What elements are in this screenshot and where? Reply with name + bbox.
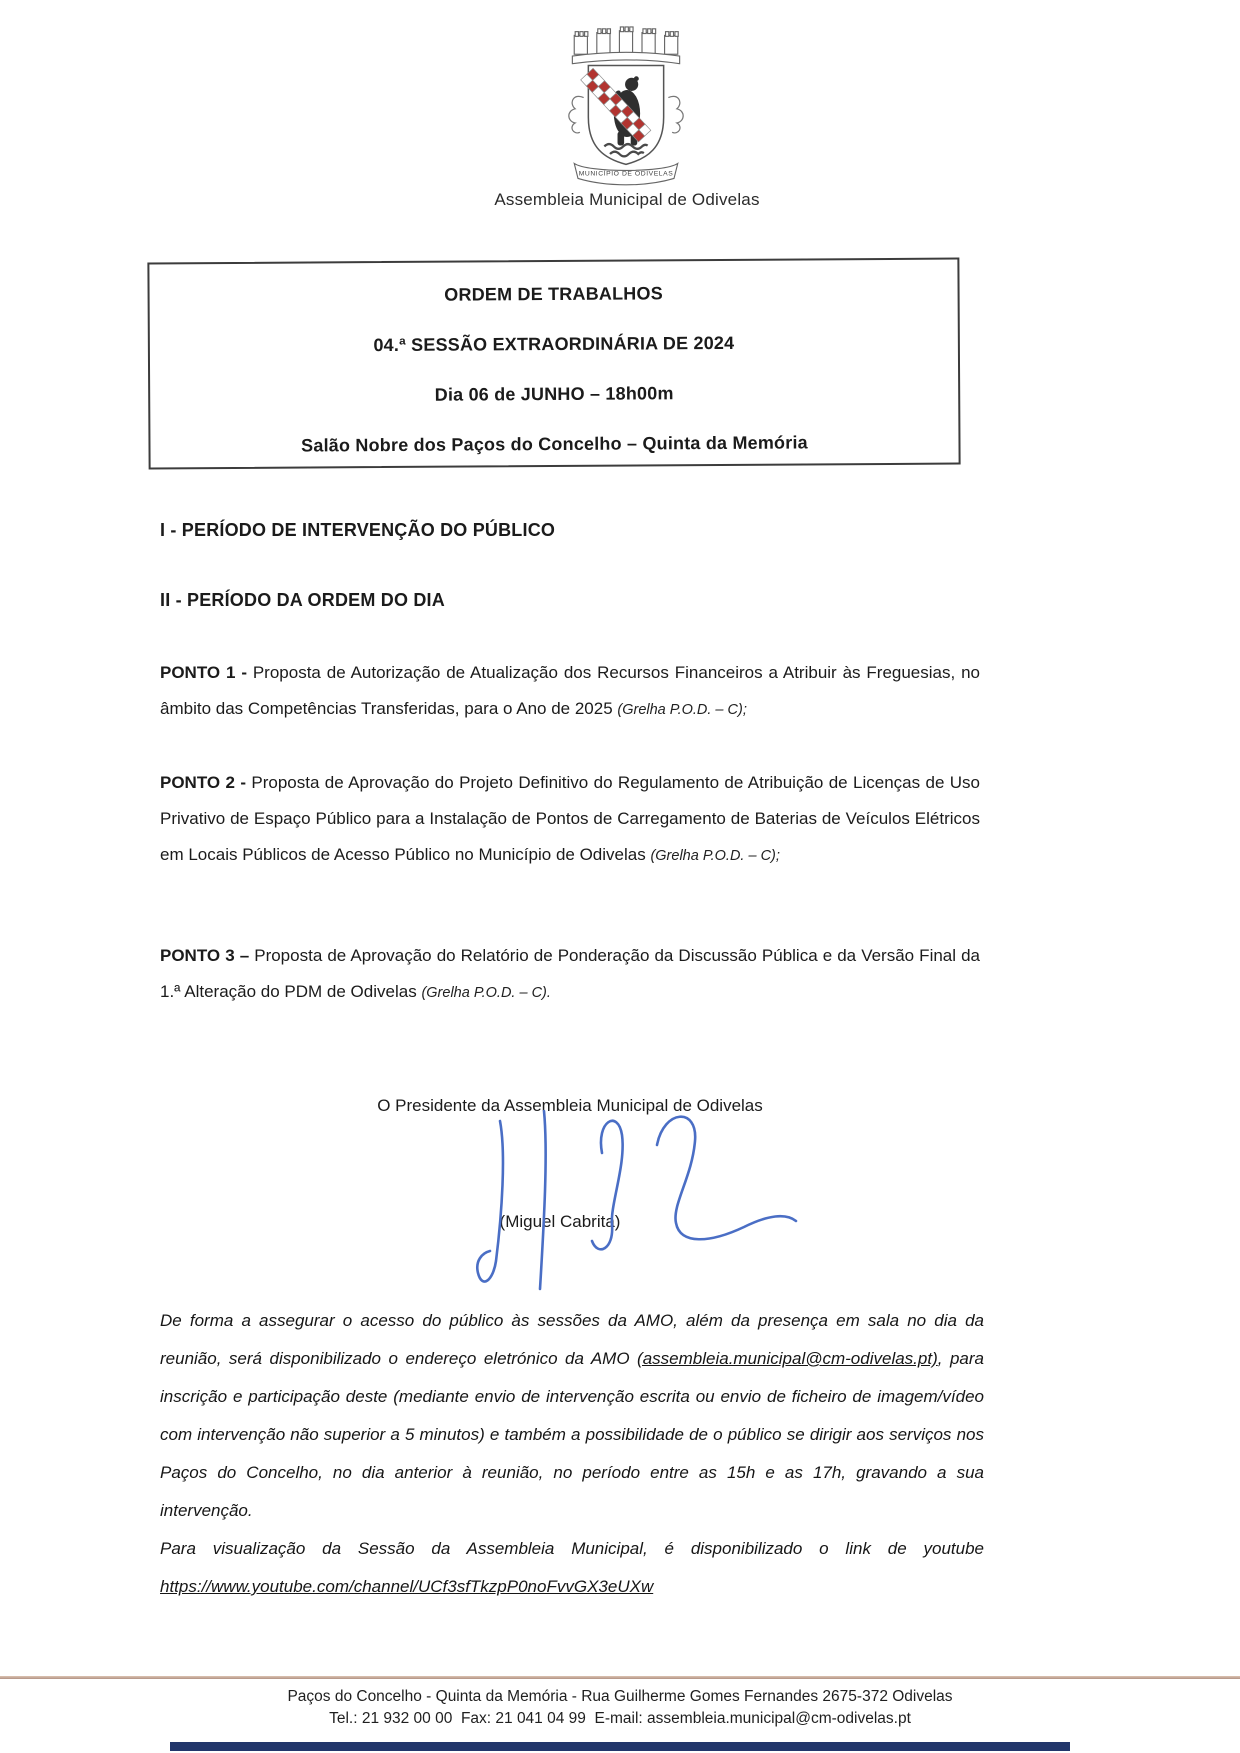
agenda-item-3: [160, 938, 980, 1011]
agenda-item-1-text: Proposta de Autorização de Atualização dos Recursos Financeiros a Atribuir às Freguesias, no âmbito das Competências Transferidas, para o Ano de 2025: [160, 663, 980, 718]
title-box: [147, 258, 960, 470]
crest-ribbon: [574, 163, 678, 184]
agenda-item-3-text: Proposta de Aprovação do Relatório de Ponderação da Discussão Pública e da Versão Final da 1.ª Alteração do PDM de Odivelas: [160, 946, 980, 1001]
footer-contacts: Tel.: 21 932 00 00 Fax: 21 041 04 99 E-mail: assembleia.municipal@cm-odivelas.pt: [329, 1710, 911, 1727]
crest-caption: Assembleia Municipal de Odivelas: [494, 190, 760, 209]
session-location: Salão Nobre dos Paços do Concelho – Quinta da Memória: [301, 432, 808, 456]
signature-title: O Presidente da Assembleia Municipal de Odivelas: [377, 1096, 763, 1115]
signature-name: (Miguel Cabrita): [499, 1212, 621, 1231]
agenda-item-1-ref: (Grelha P.O.D. – C);: [617, 702, 747, 718]
agenda-item-1-label: PONTO 1 -: [160, 663, 247, 682]
handwritten-signature: [452, 1093, 802, 1308]
mural-crown-icon: [572, 27, 679, 64]
notes-paragraph-2: [160, 1530, 984, 1606]
municipal-crest-icon: [546, 26, 706, 186]
section-heading-public-intervention: I - PERÍODO DE INTERVENÇÃO DO PÚBLICO: [160, 520, 556, 540]
agenda-item-2-label: PONTO 2 -: [160, 773, 247, 792]
agenda-item-1: [160, 655, 980, 728]
session-datetime: Dia 06 de JUNHO – 18h00m: [434, 383, 674, 405]
doc-title: ORDEM DE TRABALHOS: [444, 283, 663, 305]
text-segment: Para visualização da Sessão da Assembleia Municipal, é disponibilizado o link de youtube: [160, 1539, 984, 1558]
session-title: 04.ª SESSÃO EXTRAORDINÁRIA DE 2024: [373, 332, 735, 356]
agenda-item-2-text: Proposta de Aprovação do Projeto Definitivo do Regulamento de Atribuição de Licenças de Uso Privativo de Espaço Público para a Instalação de Pontos de Carregamento de Baterias de Veículos Elétricos em Locais Públicos de Acesso Público no Município de Odivelas: [160, 773, 981, 864]
inline-link[interactable]: https://www.youtube.com/channel/UCf3sfTkzpP0noFvvGX3eUXw: [160, 1577, 654, 1596]
agenda-item-2: [160, 765, 980, 874]
footer-bottom-bar: [170, 1742, 1070, 1751]
footer-divider: [0, 1676, 1240, 1679]
public-access-notes: [160, 1302, 984, 1606]
notes-paragraph-1: [160, 1302, 984, 1530]
crest-ribbon-label: MUNICÍPIO DE ODIVELAS: [578, 170, 674, 178]
agenda-item-2-ref: (Grelha P.O.D. – C);: [650, 848, 780, 864]
footer-address: Paços do Concelho - Quinta da Memória - Rua Guilherme Gomes Fernandes 2675-372 Odivelas: [287, 1688, 953, 1705]
inline-link[interactable]: (assembleia.municipal@cm-odivelas.pt): [637, 1349, 938, 1368]
agenda-item-3-ref: (Grelha P.O.D. – C).: [421, 985, 551, 1001]
section-heading-order-of-day: II - PERÍODO DA ORDEM DO DIA: [160, 590, 445, 610]
agenda-item-3-label: PONTO 3 –: [160, 946, 250, 965]
text-segment: De forma a assegurar o acesso do público às sessões da AMO, além da presença em sala no dia da reunião, será disponibilizado o endereço eletrónico da AMO: [160, 1311, 984, 1368]
text-segment: , para inscrição e participação deste (mediante envio de intervenção escrita ou envio de ficheiro de imagem/vídeo com intervenção não superior a 5 minutos) e também a possibilidade de o público se dirigir aos serviços nos Paços do Concelho, no dia anterior à reunião, no período entre as 15h e as 17h, gravando a sua intervenção.: [160, 1349, 984, 1520]
